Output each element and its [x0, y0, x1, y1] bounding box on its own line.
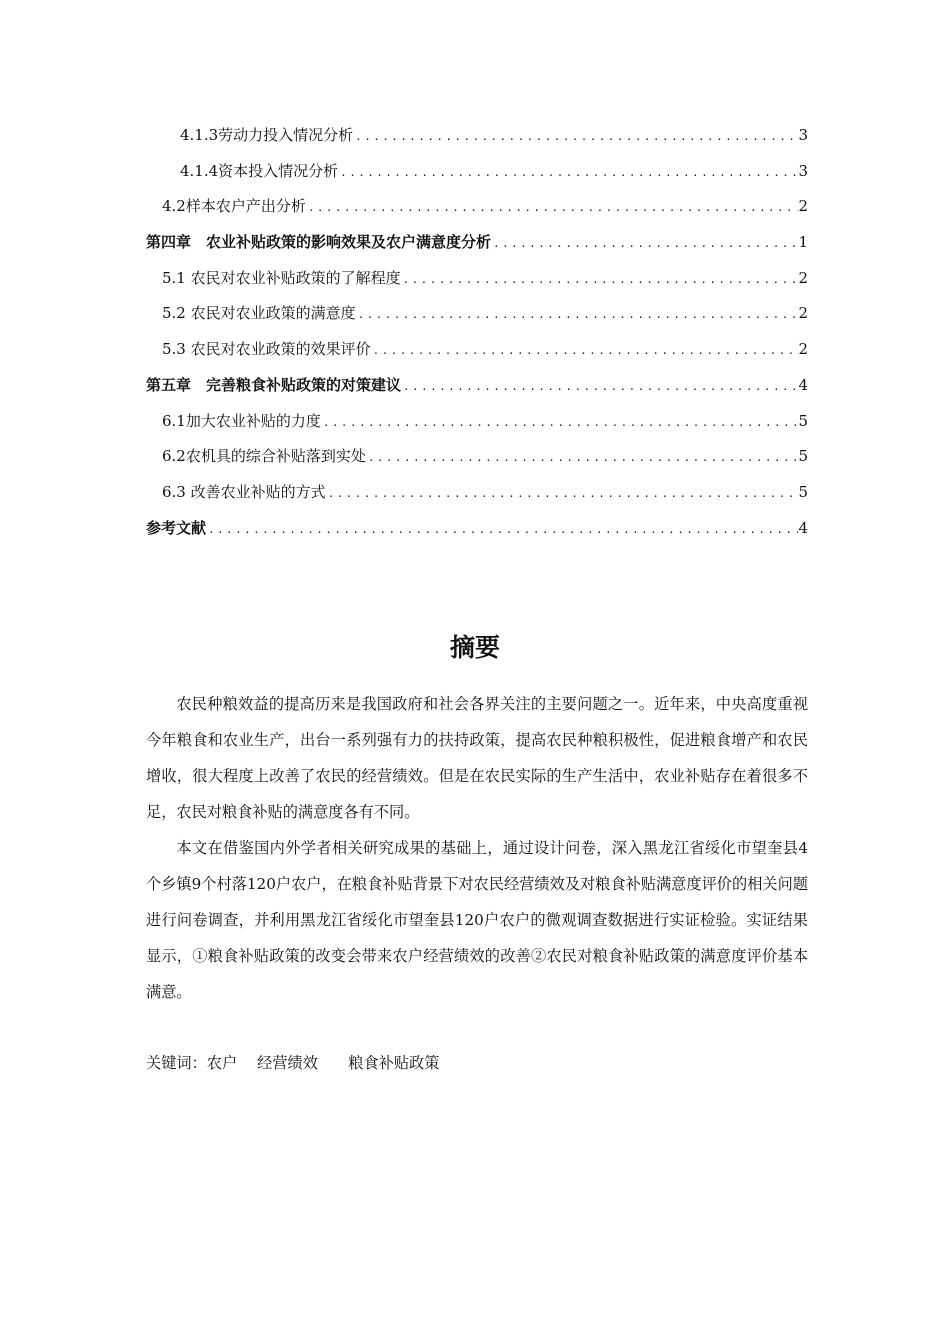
toc-entry-title: 第四章 农业补贴政策的影响效果及农户满意度分析 — [146, 233, 492, 252]
abstract-text: 提高农民种粮积极性，促进粮食增产和农民增收，很大程度上改善了农民的经营绩效。但是在农民实际的生产生活中，农业补贴存在着很多不足，农民对粮食补贴的满意度各有不同。 — [146, 731, 809, 821]
toc-leader-dots — [353, 130, 798, 143]
abstract-paragraph: 本文在借鉴国内外学者相关研究成果的基础上，通过设计问卷，深入黑龙江省绥化市望奎县4个乡镇9个村落120户农户，在粮食补贴背景下对农民经营绩效及对粮食补贴满意度评价的相关问题进行问卷调查，并利用黑龙江省绥化市望奎县120户农户的微观调查数据进行实证检验。实证结果显示，①粮食补贴政策的改变会带来农户经营绩效的改善②农民对粮食补贴政策的满意度评价基本满意。 — [146, 839, 808, 1001]
toc-entry[interactable] — [146, 338, 808, 374]
toc-entry[interactable] — [146, 410, 808, 446]
abstract-text: 农民种粮效益的提高历来是我国政府和社会各界关注的主要问题之一。近年来， — [176, 695, 716, 713]
table-of-contents — [146, 124, 808, 552]
toc-entry-page: 2 — [798, 268, 808, 287]
toc-leader-dots — [356, 308, 799, 321]
toc-leader-dots — [401, 273, 799, 286]
toc-entry-title: 6.2农机具的综合补贴落到实处 — [162, 447, 366, 466]
toc-entry[interactable] — [146, 124, 808, 160]
toc-leader-dots — [338, 166, 798, 179]
toc-entry-title: 第五章 完善粮食补贴政策的对策建议 — [146, 375, 402, 394]
toc-entry-title: 4.1.4资本投入情况分析 — [180, 161, 339, 180]
toc-entry[interactable] — [146, 267, 808, 303]
toc-leader-dots — [371, 344, 799, 357]
abstract-paragraph — [146, 686, 808, 830]
toc-leader-dots — [321, 416, 799, 429]
toc-leader-dots — [366, 451, 799, 464]
toc-chapter-entry[interactable] — [146, 374, 808, 410]
toc-entry-title: 6.3 改善农业补贴的方式 — [162, 482, 326, 501]
toc-entry[interactable] — [146, 160, 808, 196]
toc-entry-page: 4 — [798, 375, 808, 394]
toc-entry[interactable] — [146, 302, 808, 338]
toc-entry-title: 6.1加大农业补贴的力度 — [162, 411, 321, 430]
abstract-heading: 摘要 — [449, 633, 500, 662]
toc-entry-title: 5.1 农民对农业补贴政策的了解程度 — [162, 268, 401, 287]
toc-entry-title: 参考文献 — [146, 518, 207, 537]
keywords-line: 关键词：农户 经营绩效 粮食补贴政策 — [146, 1054, 440, 1072]
toc-leader-dots — [306, 201, 799, 214]
toc-entry-page: 5 — [798, 482, 808, 501]
toc-entry[interactable] — [146, 481, 808, 517]
toc-entry-title: 5.3 农民对农业政策的效果评价 — [162, 340, 371, 359]
toc-entry-page: 3 — [798, 161, 808, 180]
toc-entry-title: 4.2样本农户产出分析 — [162, 197, 306, 216]
toc-entry-page: 5 — [798, 447, 808, 466]
toc-entry[interactable] — [146, 445, 808, 481]
toc-entry-page: 3 — [798, 126, 808, 144]
toc-entry-page: 1 — [798, 233, 808, 252]
toc-leader-dots — [206, 523, 798, 536]
toc-entry-title: 5.2 农民对农业政策的满意度 — [162, 304, 356, 323]
toc-leader-dots — [326, 487, 799, 500]
toc-entry-page: 2 — [798, 340, 808, 359]
toc-entry-title: 4.1.3劳动力投入情况分析 — [180, 126, 354, 144]
toc-entry-page: 2 — [798, 304, 808, 323]
toc-entry-page: 5 — [798, 411, 808, 430]
toc-chapter-entry[interactable] — [146, 231, 808, 267]
toc-leader-dots — [401, 380, 798, 393]
toc-chapter-entry[interactable] — [146, 517, 808, 553]
abstract-body — [146, 686, 808, 1010]
toc-entry-page: 4 — [798, 518, 808, 537]
abstract-text: 中央高度重视今年粮食和农业生产，出台一系列强有力的扶持政策， — [146, 695, 809, 749]
toc-entry-page: 2 — [798, 197, 808, 216]
toc-entry[interactable] — [146, 195, 808, 231]
toc-leader-dots — [491, 237, 798, 250]
